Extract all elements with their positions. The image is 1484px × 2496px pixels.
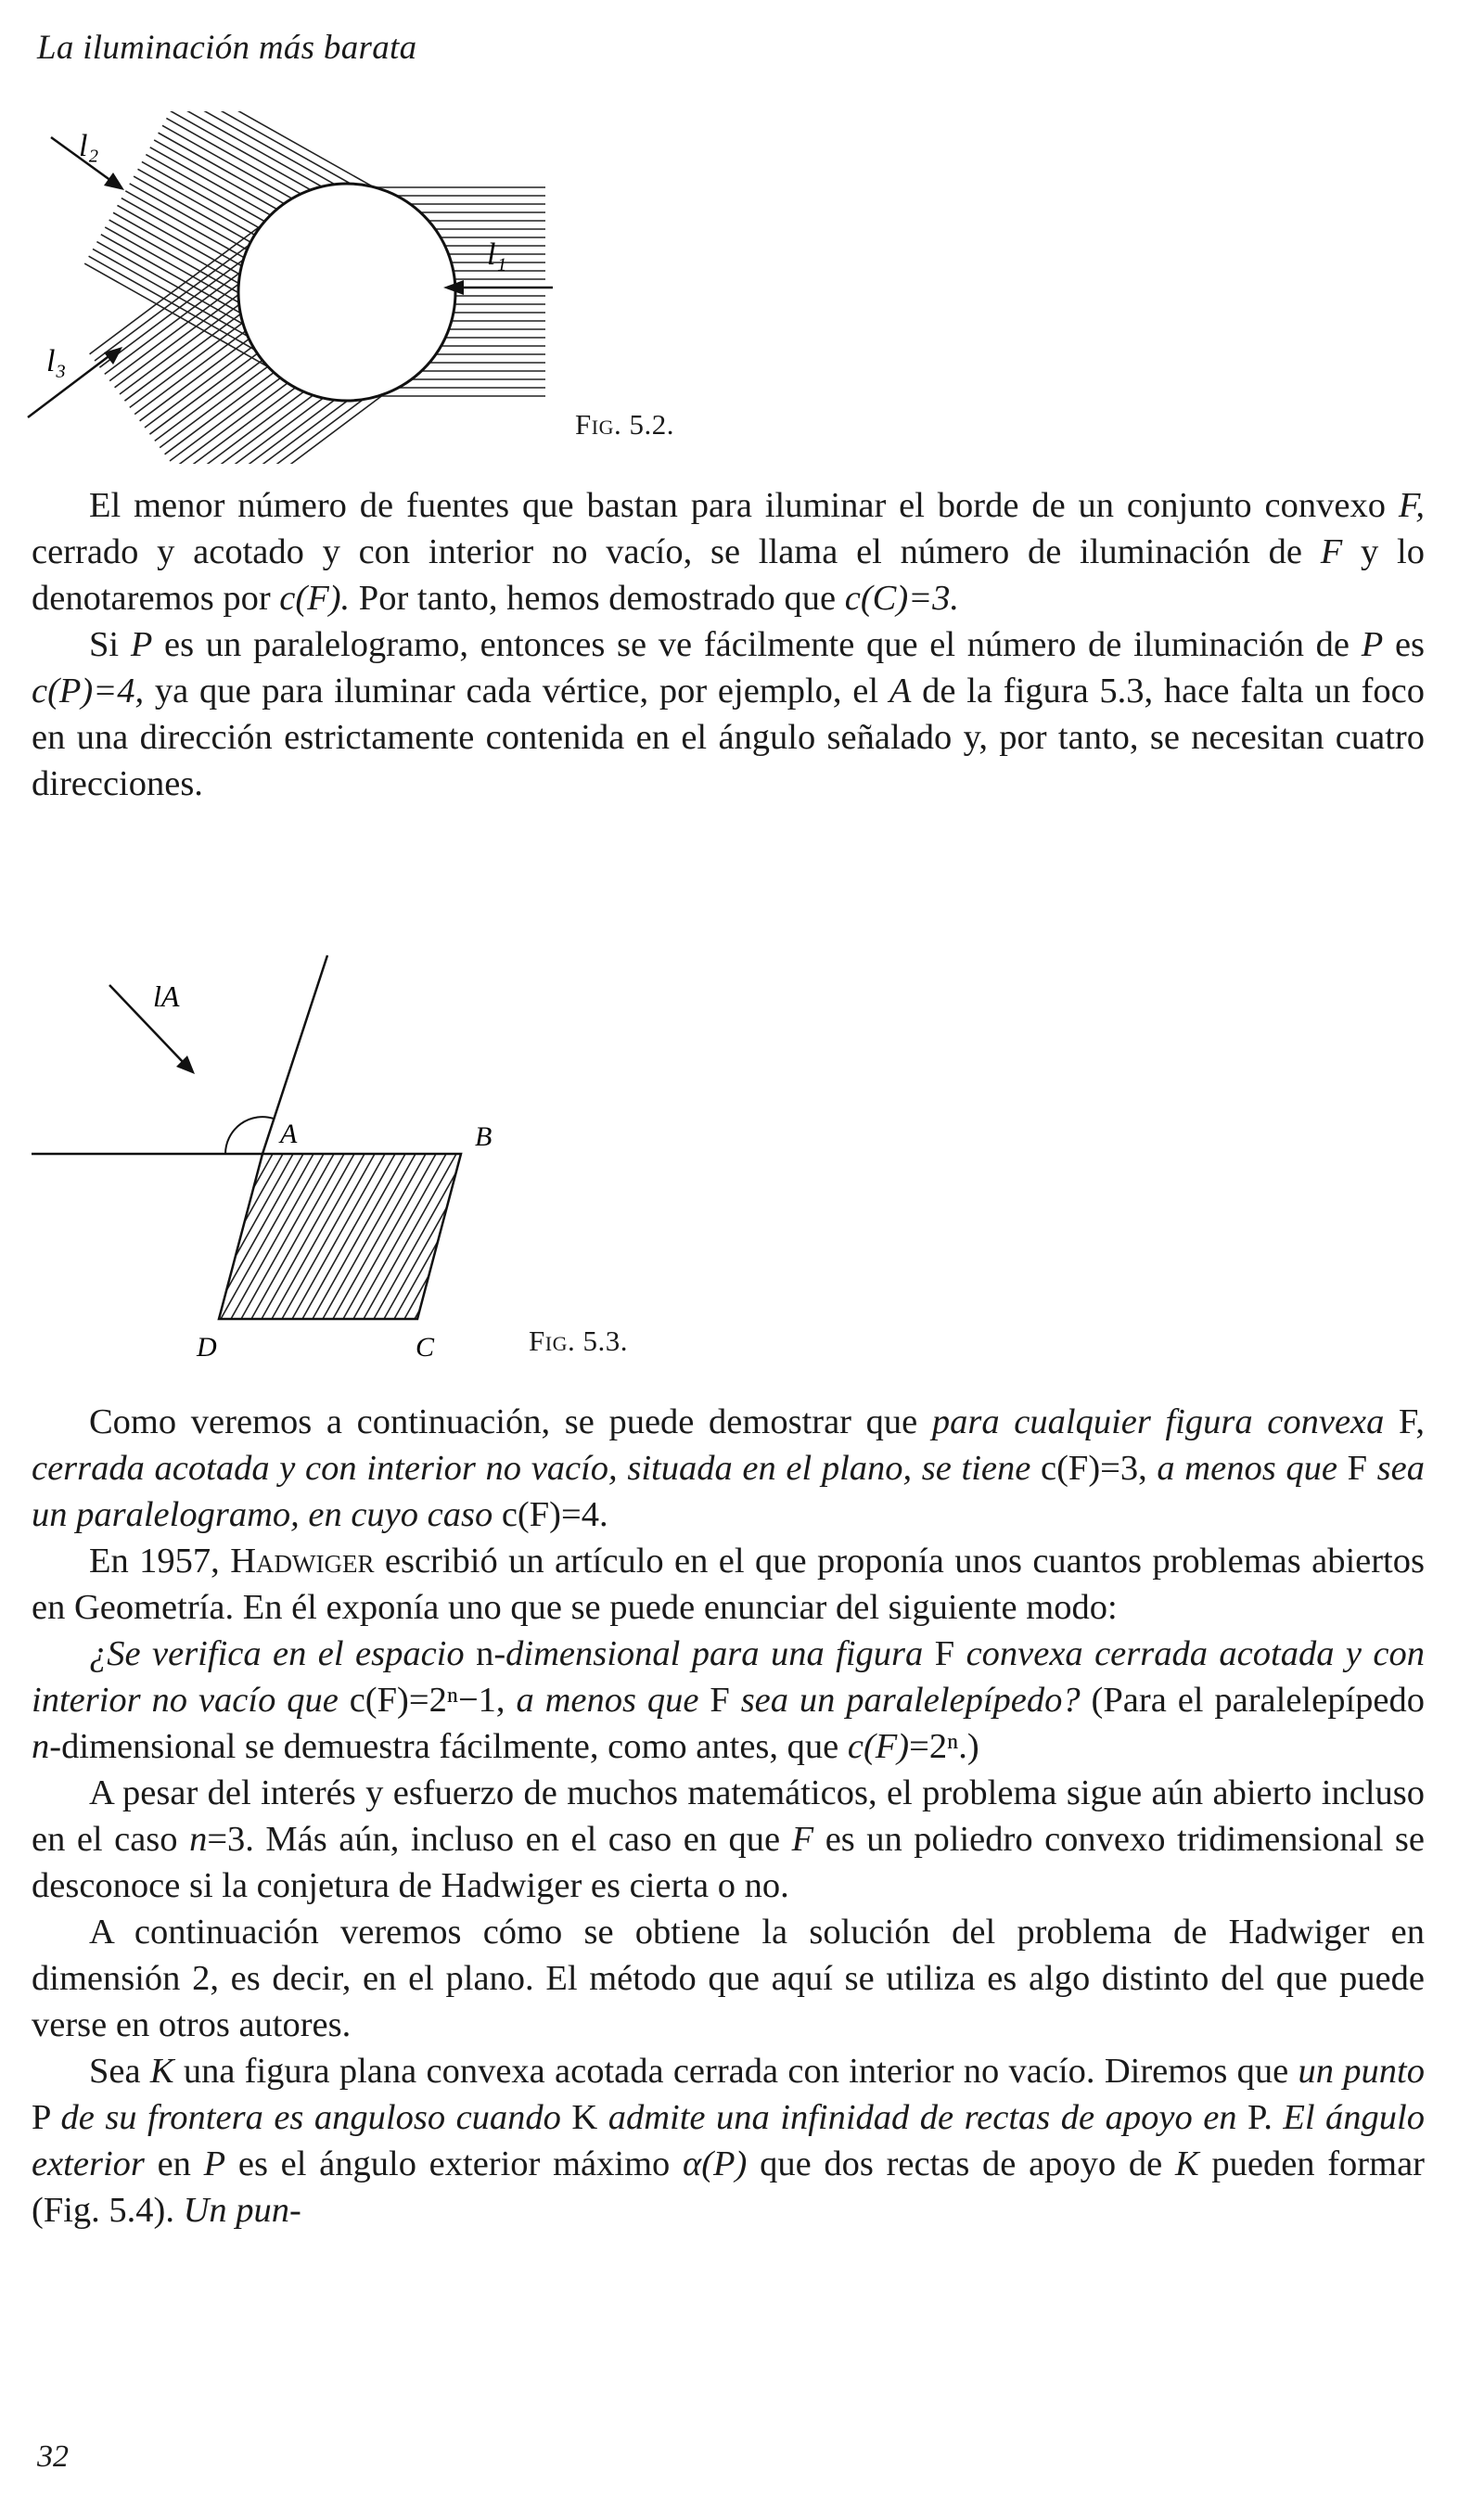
hatch-line-parallelogram xyxy=(384,1154,477,1319)
label-A: A xyxy=(280,1119,298,1149)
hatch-line-parallelogram xyxy=(272,1154,365,1319)
figure-5-3-caption: Fig. 5.3. xyxy=(529,1325,628,1357)
hatch-line-parallelogram xyxy=(517,1154,609,1319)
hatch-line-parallelogram xyxy=(353,1154,446,1319)
page-number: 32 xyxy=(37,2439,69,2474)
hatch-line-parallelogram xyxy=(282,1154,375,1319)
hatch-line-parallelogram xyxy=(455,1154,548,1319)
hatch-line-parallelogram xyxy=(445,1154,538,1319)
hatch-line-parallelogram xyxy=(527,1154,620,1319)
hatch-line-parallelogram xyxy=(251,1154,344,1319)
hatch-line-parallelogram xyxy=(170,1154,262,1319)
paragraph-hadwiger-1957: En 1957, Hadwiger escribió un artículo en el que proponía unos cuantos problemas abiertos en Geometría. En él exponía uno que se puede enunciar del siguiente modo: xyxy=(32,1542,1425,1627)
hatch-line-parallelogram xyxy=(149,1154,242,1319)
hatch-line-parallelogram xyxy=(323,1154,416,1319)
hatch-line-parallelogram xyxy=(496,1154,589,1319)
paragraph-hadwiger-conjecture: ¿Se verifica en el espacio n-dimensional para una figura F convexa cerrada acotada y con interior no vacío que c(F)=2ⁿ−1, a menos que F sea un paralelepípedo? (Para el paralelepípedo n-dimensional se demuestra fácilmente, como antes, que c(F)=2ⁿ.) xyxy=(32,1634,1425,1766)
hatch-line-parallelogram xyxy=(302,1154,395,1319)
paragraph-open-problem: A pesar del interés y esfuerzo de muchos matemáticos, el problema sigue aún abierto incluso en el caso n=3. Más aún, incluso en el caso en que F es un poliedro convexo tridimensional se desconoce si la conjetura de Hadwiger es cierta o no. xyxy=(32,1773,1426,1905)
text-block-2 xyxy=(32,1399,1425,2234)
hatch-line-parallelogram xyxy=(404,1154,497,1319)
label-l1: l₁ xyxy=(487,237,507,272)
hatch-line-parallelogram xyxy=(506,1154,599,1319)
hatch-line-parallelogram xyxy=(343,1154,436,1319)
hatch-line-parallelogram xyxy=(364,1154,456,1319)
hatch-line-parallelogram xyxy=(292,1154,385,1319)
hatch-line-parallelogram xyxy=(333,1154,426,1319)
paragraph-angular-point-definition: Sea K una figura plana convexa acotada cerrada con interior no vacío. Diremos que un punto P de su frontera es anguloso cuando K admite una infinidad de rectas de apoyo en P. El ángulo exterior en P es el ángulo exterior máximo α(P) que dos rectas de apoyo de K pueden formar (Fig. 5.4). Un pun- xyxy=(32,2052,1425,2230)
figure-5-2-circle xyxy=(238,184,455,401)
figure-5-3-hatching xyxy=(139,1154,640,1319)
paragraph-solution-dimension-2: A continuación veremos cómo se obtiene la solución del problema de Hadwiger en dimensión 2, es decir, en el plano. El método que aquí se utiliza es algo distinto del que puede verse en otros autores. xyxy=(32,1913,1425,2044)
hatch-line-parallelogram xyxy=(394,1154,487,1319)
hatch-line-parallelogram xyxy=(200,1154,293,1319)
hatch-line-parallelogram xyxy=(262,1154,354,1319)
hatch-line-parallelogram xyxy=(190,1154,283,1319)
exterior-angle-arc xyxy=(225,1117,274,1154)
hatch-line-parallelogram xyxy=(231,1154,324,1319)
label-l2: l₂ xyxy=(79,129,99,163)
figure-5-3-diagram xyxy=(0,937,649,1373)
figure-5-2 xyxy=(0,111,649,464)
paragraph-theorem-plane: Como veremos a continuación, se puede demostrar que para cualquier figura convexa F, cerrada acotada y con interior no vacío, situada en el plano, se tiene c(F)=3, a menos que F sea un paralelogramo, en cuyo caso c(F)=4. xyxy=(32,1402,1425,1534)
figure-5-3 xyxy=(0,937,649,1373)
hatch-line-parallelogram xyxy=(476,1154,569,1319)
hatch-line-parallelogram xyxy=(374,1154,467,1319)
label-l3: l₃ xyxy=(46,344,67,378)
figure-5-2-diagram xyxy=(0,111,649,464)
hatch-line-parallelogram xyxy=(537,1154,630,1319)
paragraph-parallelogram: Si P es un paralelogramo, entonces se ve fácilmente que el número de iluminación de P es c(P)=4, ya que para iluminar cada vértice, por ejemplo, el A de la figura 5.3, hace falta un foco en una dirección estrictamente contenida en el ángulo señalado y, por tanto, se necesitan cuatro direcciones. xyxy=(32,625,1426,803)
hatch-line-parallelogram xyxy=(486,1154,579,1319)
hatch-line-parallelogram xyxy=(221,1154,313,1319)
hatch-line-parallelogram xyxy=(139,1154,232,1319)
hatch-line-l2 xyxy=(186,82,398,200)
arrow-l2-head xyxy=(104,173,124,190)
label-B: B xyxy=(475,1121,493,1152)
label-C: C xyxy=(416,1332,435,1363)
hatch-line-parallelogram xyxy=(160,1154,252,1319)
hatch-line-parallelogram xyxy=(415,1154,507,1319)
label-lA: lA xyxy=(153,979,180,1013)
text-block-1 xyxy=(32,482,1425,807)
hatch-line-parallelogram xyxy=(313,1154,405,1319)
hatch-line-parallelogram xyxy=(547,1154,640,1319)
label-D: D xyxy=(197,1332,217,1363)
figure-5-2-caption: Fig. 5.2. xyxy=(575,408,674,441)
hatch-line-parallelogram xyxy=(435,1154,528,1319)
arrow-l3 xyxy=(28,354,111,417)
hatch-line-parallelogram xyxy=(466,1154,558,1319)
running-head: La iluminación más barata xyxy=(37,29,417,67)
paragraph-illumination-number: El menor número de fuentes que bastan para iluminar el borde de un conjunto convexo F, cerrado y acotado y con interior no vacío, se llama el número de iluminación de F y lo denotaremos por c(F). Por tanto, hemos demostrado que c(C)=3. xyxy=(32,486,1425,618)
